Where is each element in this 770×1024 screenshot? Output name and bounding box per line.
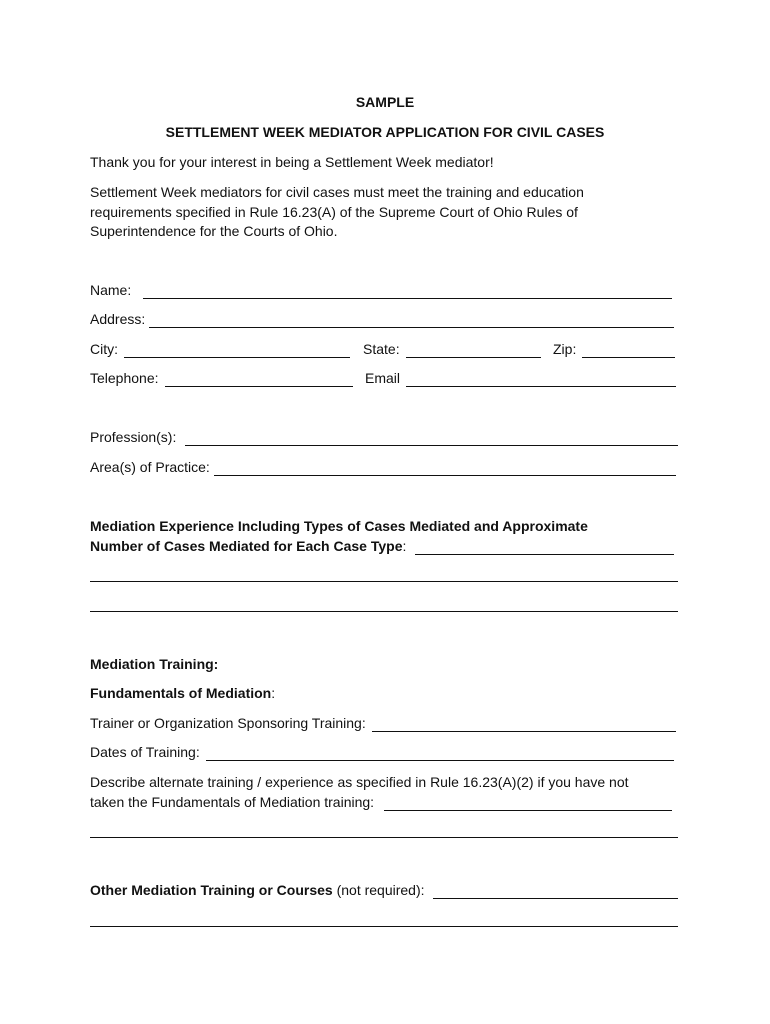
requirements-line-2: requirements specified in Rule 16.23(A) of the Supreme Court of Ohio Rules of — [90, 204, 578, 220]
zip-label: Zip: — [553, 341, 577, 357]
fundamentals-heading — [90, 684, 275, 702]
alternate-training-line-1: Describe alternate training / experience as specified in Rule 16.23(A)(2) if you have not — [90, 774, 629, 790]
experience-heading-line-2: Number of Cases Mediated for Each Case Type — [90, 538, 403, 554]
profession-label: Profession(s): — [90, 429, 177, 445]
trainer-label: Trainer or Organization Sponsoring Training: — [90, 715, 366, 731]
form-title: SETTLEMENT WEEK MEDIATOR APPLICATION FOR CIVIL CASES — [165, 124, 605, 140]
other-training-label-rest: (not required): — [332, 882, 425, 898]
experience-blank-line-2[interactable] — [90, 581, 678, 582]
experience-heading-colon: : — [402, 538, 407, 554]
alternate-training-line-2: taken the Fundamentals of Mediation training: — [90, 794, 375, 810]
other-training-field[interactable] — [90, 881, 678, 899]
alternate-training-blank-line-2[interactable] — [90, 837, 678, 838]
areas-of-practice-label: Area(s) of Practice: — [90, 459, 210, 475]
address-blank[interactable] — [149, 312, 674, 328]
address-label: Address: — [90, 311, 146, 327]
profession-blank[interactable] — [185, 430, 678, 446]
state-blank[interactable] — [406, 342, 541, 358]
training-heading: Mediation Training: — [90, 656, 219, 672]
address-field[interactable] — [90, 310, 674, 328]
city-blank[interactable] — [124, 342, 350, 358]
name-label: Name: — [90, 282, 132, 298]
fundamentals-label: Fundamentals of Mediation — [90, 685, 272, 701]
city-label: City: — [90, 341, 118, 357]
requirements-line-3: Superintendence for the Courts of Ohio. — [90, 223, 338, 239]
other-training-label — [90, 881, 425, 899]
email-label: Email — [365, 370, 401, 386]
name-field[interactable] — [90, 281, 672, 299]
state-field[interactable] — [363, 340, 541, 358]
zip-blank[interactable] — [582, 342, 675, 358]
other-training-blank-line-2[interactable] — [90, 926, 678, 927]
name-blank[interactable] — [143, 283, 672, 299]
email-field[interactable] — [365, 369, 676, 387]
fundamentals-colon: : — [271, 685, 276, 701]
telephone-label: Telephone: — [90, 370, 159, 386]
profession-field[interactable] — [90, 428, 678, 446]
areas-of-practice-blank[interactable] — [214, 460, 676, 476]
email-blank[interactable] — [406, 371, 676, 387]
city-field[interactable] — [90, 340, 350, 358]
state-label: State: — [363, 341, 400, 357]
trainer-blank[interactable] — [372, 716, 676, 732]
other-training-blank[interactable] — [433, 883, 678, 899]
experience-blank-line-3[interactable] — [90, 611, 678, 612]
telephone-field[interactable] — [90, 369, 353, 387]
trainer-field[interactable] — [90, 714, 676, 732]
requirements-line-1: Settlement Week mediators for civil cases must meet the training and education — [90, 184, 584, 200]
dates-blank[interactable] — [206, 745, 674, 761]
experience-field[interactable] — [90, 537, 674, 555]
sample-heading: SAMPLE — [355, 94, 415, 110]
dates-field[interactable] — [90, 743, 674, 761]
dates-label: Dates of Training: — [90, 744, 200, 760]
experience-heading-line-1: Mediation Experience Including Types of Cases Mediated and Approximate — [90, 518, 588, 534]
other-training-label-bold: Other Mediation Training or Courses — [90, 882, 333, 898]
experience-blank[interactable] — [415, 539, 674, 555]
alternate-training-field[interactable] — [90, 793, 672, 811]
areas-of-practice-field[interactable] — [90, 458, 676, 476]
thanks-text: Thank you for your interest in being a Settlement Week mediator! — [90, 154, 494, 170]
zip-field[interactable] — [553, 340, 675, 358]
telephone-blank[interactable] — [165, 371, 353, 387]
alternate-training-blank[interactable] — [384, 795, 672, 811]
